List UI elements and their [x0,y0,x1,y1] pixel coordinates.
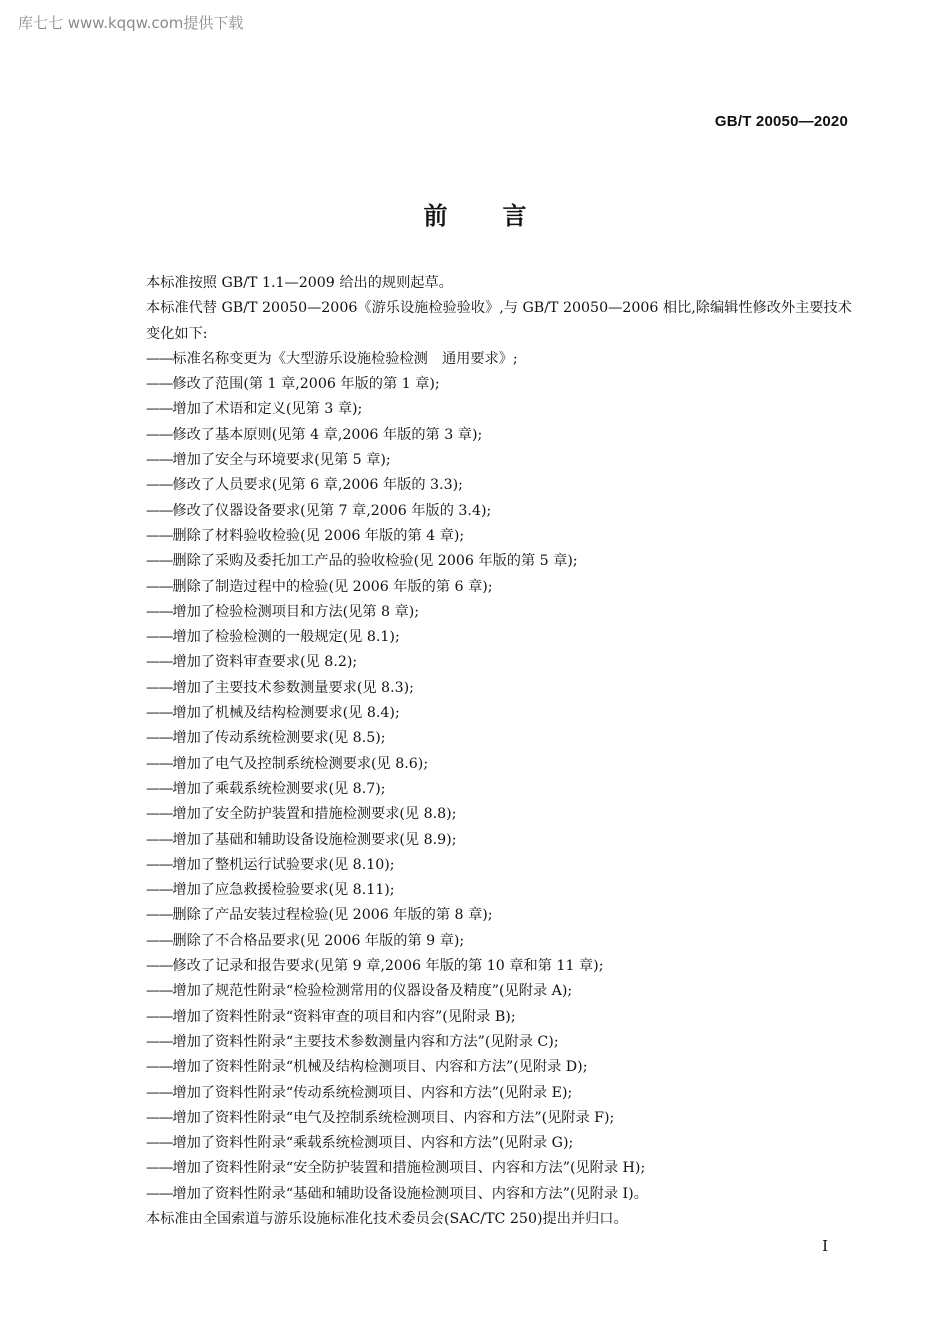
change-item-text: 增加了安全与环境要求(见第 5 章); [172,452,391,469]
change-item-text: 增加了规范性附录“检验检测常用的仪器设备及精度”(见附录 A); [172,983,573,1000]
change-item-text: 增加了资料审查要求(见 8.2); [172,654,358,671]
change-item-text: 增加了术语和定义(见第 3 章); [172,401,363,418]
change-item [112,802,852,827]
change-item-text: 增加了资料性附录“电气及控制系统检测项目、内容和方法”(见附录 F); [172,1109,615,1126]
change-item-text: 删除了采购及委托加工产品的验收检验(见 2006 年版的第 5 章); [172,553,578,570]
list-dash: —— [146,1033,173,1050]
change-item-text: 增加了应急救援检验要求(见 8.11); [172,882,395,899]
list-dash: —— [146,831,173,848]
change-item-text: 删除了材料验收检验(见 2006 年版的第 4 章); [172,527,465,544]
change-item-text: 增加了资料性附录“乘载系统检测项目、内容和方法”(见附录 G); [172,1135,574,1152]
change-item [112,347,852,372]
change-item-text: 增加了资料性附录“机械及结构检测项目、内容和方法”(见附录 D); [172,1059,588,1076]
list-dash: —— [146,1084,173,1101]
change-item-text: 删除了产品安装过程检验(见 2006 年版的第 8 章); [172,907,493,924]
change-item-text: 增加了资料性附录“传动系统检测项目、内容和方法”(见附录 E); [172,1084,573,1101]
change-item-text: 增加了机械及结构检测要求(见 8.4); [172,705,400,722]
list-dash: —— [146,806,173,823]
list-dash: —— [146,426,173,443]
change-item-text: 增加了传动系统检测要求(见 8.5); [172,730,386,747]
page-number: I [822,1237,828,1255]
change-item-text: 增加了主要技术参数测量要求(见 8.3); [172,679,414,696]
list-dash: —— [146,553,173,570]
change-item-text: 修改了人员要求(见第 6 章,2006 年版的 3.3); [172,477,463,494]
change-item [112,828,852,853]
list-dash: —— [146,1059,173,1076]
change-item-text: 增加了乘载系统检测要求(见 8.7); [172,780,386,797]
list-dash: —— [146,578,173,595]
change-item-text: 增加了整机运行试验要求(见 8.10); [172,856,395,873]
change-item [112,499,852,524]
list-dash: —— [146,477,173,494]
change-item [112,650,852,675]
change-item [112,549,852,574]
change-item [112,423,852,448]
change-item [112,979,852,1004]
change-item [112,701,852,726]
list-dash: —— [146,654,173,671]
replacement-paragraph: 本标准代替 GB/T 20050—2006《游乐设施检验验收》,与 GB/T 20050—2006 相比,除编辑性修改外主要技术变化如下: [146,300,852,342]
change-item-text: 增加了资料性附录“安全防护装置和措施检测项目、内容和方法”(见附录 H); [172,1160,646,1177]
change-list [112,347,852,1207]
list-dash: —— [146,502,173,519]
change-item [112,726,852,751]
change-item-text: 增加了检验检测的一般规定(见 8.1); [172,629,400,646]
change-item [112,397,852,422]
list-dash: —— [146,376,173,393]
change-item-text: 增加了电气及控制系统检测要求(见 8.6); [172,755,429,772]
change-item [112,372,852,397]
list-dash: —— [146,705,173,722]
list-dash: —— [146,452,173,469]
page-title: 前言 [423,202,582,230]
foreword-body [112,271,852,1232]
change-item [112,676,852,701]
change-item [112,929,852,954]
list-dash: —— [146,780,173,797]
change-item-text: 增加了基础和辅助设备设施检测要求(见 8.9); [172,831,457,848]
change-item [112,853,852,878]
change-item [112,1131,852,1156]
list-dash: —— [146,679,173,696]
change-item-text: 增加了资料性附录“资料审查的项目和内容”(见附录 B); [172,1008,516,1025]
change-item [112,903,852,928]
change-item-text: 增加了安全防护装置和措施检测要求(见 8.8); [172,806,457,823]
change-item [112,1106,852,1131]
list-dash: —— [146,907,173,924]
change-item [112,777,852,802]
change-item-text: 增加了资料性附录“主要技术参数测量内容和方法”(见附录 C); [172,1033,559,1050]
list-dash: —— [146,629,173,646]
change-item [112,473,852,498]
change-item [112,878,852,903]
list-dash: —— [146,401,173,418]
list-dash: —— [146,1109,173,1126]
list-dash: —— [146,527,173,544]
closing-paragraph: 本标准由全国索道与游乐设施标准化技术委员会(SAC/TC 250)提出并归口。 [146,1210,628,1227]
list-dash: —— [146,603,173,620]
change-item-text: 修改了基本原则(见第 4 章,2006 年版的第 3 章); [172,426,483,443]
change-item-text: 修改了记录和报告要求(见第 9 章,2006 年版的第 10 章和第 11 章); [172,958,604,975]
change-item [112,954,852,979]
change-item [112,1055,852,1080]
list-dash: —— [146,932,173,949]
change-item [112,524,852,549]
change-item-text: 修改了范围(第 1 章,2006 年版的第 1 章); [172,376,440,393]
change-item [112,625,852,650]
list-dash: —— [146,882,173,899]
watermark-text: 库七七 www.kqqw.com提供下载 [18,14,244,32]
change-item-text: 增加了资料性附录“基础和辅助设备设施检测项目、内容和方法”(见附录 I)。 [172,1185,648,1202]
list-dash: —— [146,1160,173,1177]
list-dash: —— [146,983,173,1000]
change-item [112,448,852,473]
change-item-text: 删除了不合格品要求(见 2006 年版的第 9 章); [172,932,465,949]
document-code: GB/T 20050—2020 [714,113,848,130]
change-item-text: 删除了制造过程中的检验(见 2006 年版的第 6 章); [172,578,493,595]
drafting-rule-paragraph: 本标准按照 GB/T 1.1—2009 给出的规则起草。 [146,275,453,291]
list-dash: —— [146,958,173,975]
change-item [112,1081,852,1106]
change-item-text: 修改了仪器设备要求(见第 7 章,2006 年版的 3.4); [172,502,492,519]
change-item [112,600,852,625]
change-item [112,752,852,777]
change-item-text: 增加了检验检测项目和方法(见第 8 章); [172,603,420,620]
list-dash: —— [146,755,173,772]
change-item [112,1156,852,1181]
list-dash: —— [146,856,173,873]
list-dash: —— [146,1008,173,1025]
change-item [112,1182,852,1207]
change-item [112,575,852,600]
list-dash: —— [146,1135,173,1152]
change-item [112,1005,852,1030]
list-dash: —— [146,350,173,367]
change-item-text: 标准名称变更为《大型游乐设施检验检测 通用要求》; [172,350,518,367]
list-dash: —— [146,1185,173,1202]
list-dash: —— [146,730,173,747]
change-item [112,1030,852,1055]
